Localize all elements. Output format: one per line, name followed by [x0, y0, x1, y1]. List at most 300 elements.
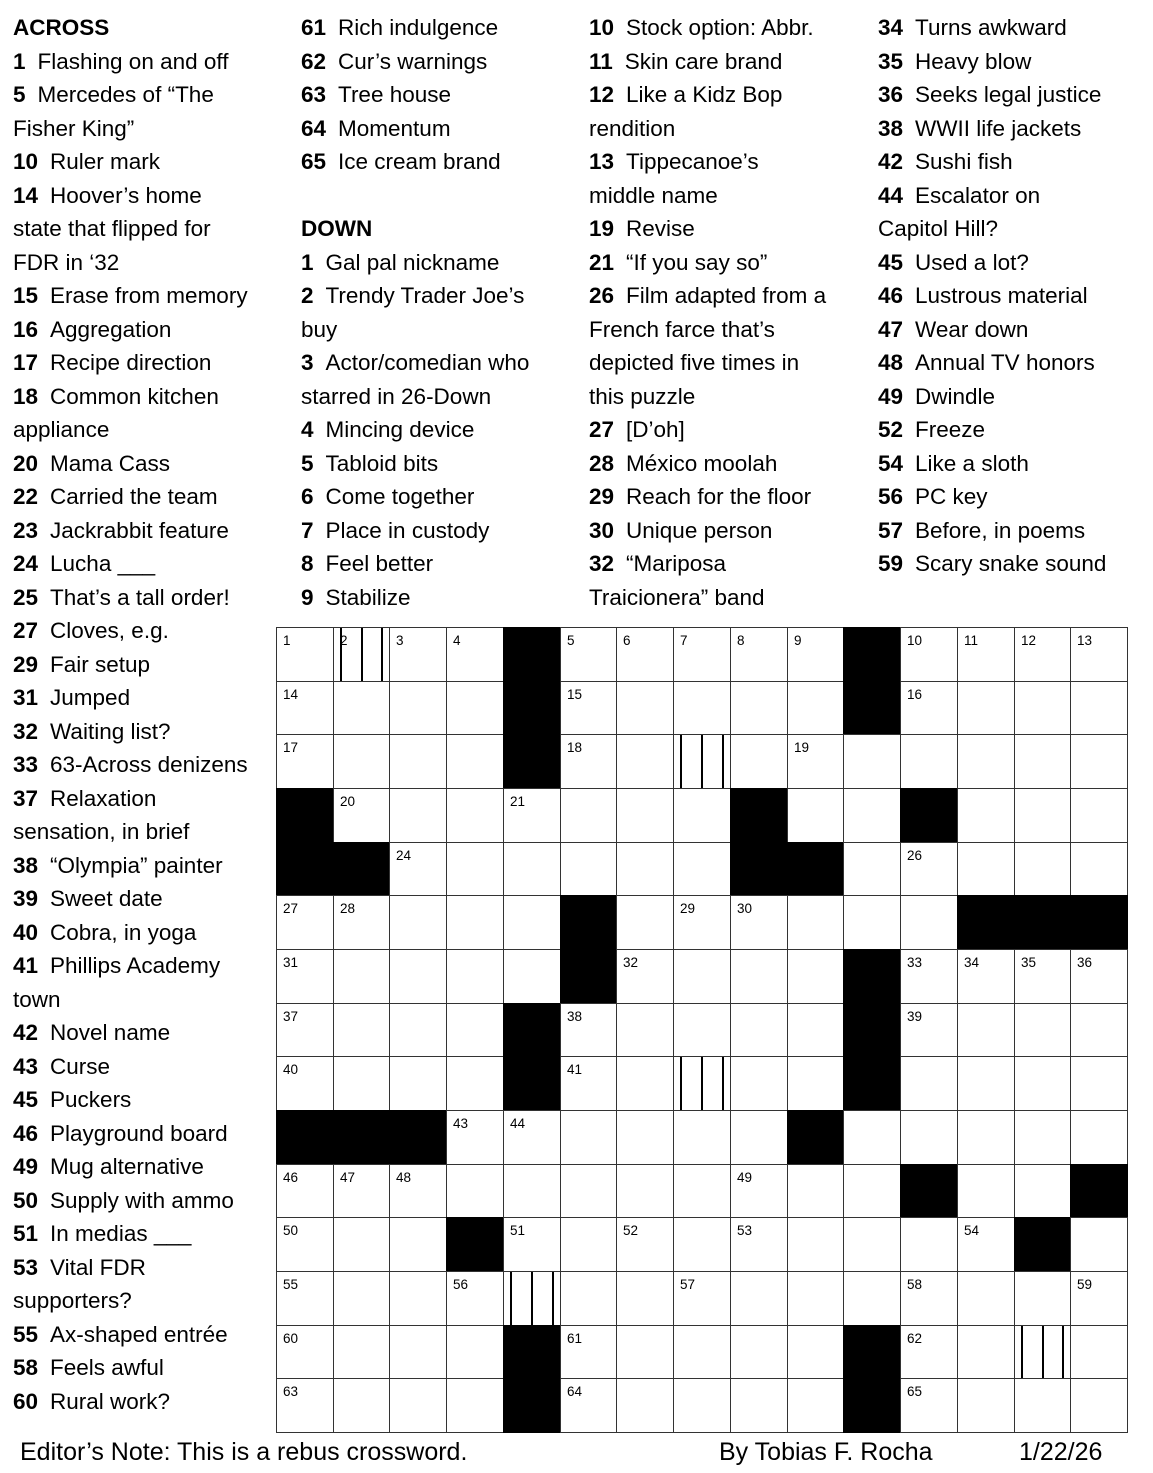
grid-cell[interactable] — [1070, 949, 1128, 1004]
grid-cell[interactable] — [673, 842, 731, 896]
grid-cell[interactable] — [1014, 1271, 1071, 1326]
grid-cell[interactable] — [787, 1056, 844, 1111]
clue-text: Cobra, in yoga — [50, 919, 197, 945]
grid-cell[interactable] — [1014, 1325, 1071, 1379]
grid-cell[interactable] — [389, 1325, 447, 1379]
grid-cell[interactable] — [843, 1110, 901, 1165]
clue-text: Feel better — [325, 551, 434, 576]
cell-number: 29 — [680, 901, 696, 916]
clue-text: Scary snake sound — [915, 551, 1107, 576]
grid-cell[interactable] — [503, 842, 561, 896]
grid-cell[interactable] — [1070, 734, 1128, 789]
grid-cell[interactable] — [900, 842, 958, 896]
grid-cell[interactable] — [503, 949, 561, 1004]
grid-cell[interactable] — [560, 1325, 617, 1379]
cell-number: 36 — [1077, 955, 1093, 970]
grid-cell[interactable] — [276, 1271, 334, 1326]
grid-cell[interactable] — [333, 1325, 390, 1379]
grid-cell[interactable] — [900, 949, 958, 1004]
grid-cell[interactable] — [389, 895, 447, 950]
grid-cell[interactable] — [333, 788, 390, 843]
clue-continuation: Capitol Hill? — [878, 216, 999, 241]
cell-number: 21 — [510, 794, 526, 809]
grid-cell[interactable] — [730, 949, 788, 1004]
grid-cell[interactable] — [616, 1164, 674, 1218]
grid-cell[interactable] — [957, 1164, 1015, 1218]
grid-cell[interactable] — [1070, 1003, 1128, 1057]
grid-cell[interactable] — [616, 1325, 674, 1379]
clue-text: Annual TV honors — [915, 350, 1095, 375]
grid-cell[interactable] — [843, 842, 901, 896]
grid-cell[interactable] — [616, 788, 674, 843]
clue — [301, 279, 571, 313]
grid-cell[interactable] — [900, 1217, 958, 1272]
clue-text: Phillips Academy — [50, 953, 221, 978]
grid-cell[interactable] — [900, 1325, 958, 1379]
clue-number: 22 — [13, 484, 39, 509]
grid-cell[interactable] — [446, 734, 504, 789]
clue-number: 52 — [878, 417, 904, 442]
clue-number: 35 — [878, 48, 904, 74]
clue-text: Waiting list? — [50, 718, 171, 744]
grid-cell[interactable] — [333, 895, 390, 950]
grid-cell[interactable] — [1014, 842, 1071, 896]
clue — [878, 179, 1148, 213]
grid-cell[interactable] — [1014, 1056, 1071, 1111]
grid-cell[interactable] — [1070, 681, 1128, 735]
grid-cell[interactable] — [787, 734, 844, 789]
grid-cell[interactable] — [276, 681, 334, 735]
rebus-bar — [680, 735, 682, 788]
black-square — [843, 949, 901, 1004]
clue-text: Rich indulgence — [338, 15, 499, 40]
grid-cell[interactable] — [446, 1164, 504, 1218]
clue — [13, 614, 278, 648]
grid-cell[interactable] — [787, 788, 844, 843]
clue-text: That’s a tall order! — [50, 584, 230, 610]
cell-number: 20 — [340, 794, 356, 809]
grid-cell[interactable] — [843, 1164, 901, 1218]
grid-cell[interactable] — [1014, 949, 1071, 1004]
clue-number: 38 — [13, 852, 39, 878]
grid-cell[interactable] — [276, 1164, 334, 1218]
black-square — [843, 627, 901, 682]
cell-number: 32 — [623, 955, 639, 970]
clue-text: Novel name — [50, 1020, 171, 1045]
clue — [301, 11, 571, 45]
grid-cell[interactable] — [503, 788, 561, 843]
grid-cell[interactable] — [1014, 1003, 1071, 1057]
clue-number: 23 — [13, 517, 39, 543]
clue-number: 4 — [301, 417, 314, 442]
grid-cell[interactable] — [389, 1056, 447, 1111]
grid-cell[interactable] — [560, 1110, 617, 1165]
grid-cell[interactable] — [446, 681, 504, 735]
grid-cell[interactable] — [333, 949, 390, 1004]
grid-cell[interactable] — [673, 681, 731, 735]
rebus-bar — [510, 1272, 512, 1325]
cell-number: 62 — [907, 1331, 923, 1346]
grid-cell[interactable] — [333, 1217, 390, 1272]
grid-cell[interactable] — [446, 788, 504, 843]
clue — [13, 447, 278, 481]
grid-cell[interactable] — [1070, 1217, 1128, 1272]
grid-cell[interactable] — [616, 627, 674, 682]
grid-cell[interactable] — [787, 1271, 844, 1326]
grid-cell[interactable] — [843, 1217, 901, 1272]
cell-number: 10 — [907, 633, 923, 648]
clue-continuation: middle name — [589, 182, 718, 208]
grid-cell[interactable] — [276, 895, 334, 950]
grid-cell[interactable] — [957, 1056, 1015, 1111]
clue-number: 9 — [301, 584, 314, 610]
grid-cell[interactable] — [616, 734, 674, 789]
grid-cell[interactable] — [503, 1271, 561, 1326]
grid-cell[interactable] — [843, 1271, 901, 1326]
clue-text: Sweet date — [50, 886, 163, 911]
grid-cell[interactable] — [730, 1056, 788, 1111]
rebus-bar — [701, 735, 703, 788]
clue-number: 58 — [13, 1355, 39, 1380]
grid-cell[interactable] — [560, 734, 617, 789]
grid-cell[interactable] — [560, 788, 617, 843]
grid-cell[interactable] — [560, 1217, 617, 1272]
grid-cell[interactable] — [957, 842, 1015, 896]
clue-number: 6 — [301, 484, 314, 509]
grid-cell[interactable] — [1014, 1110, 1071, 1165]
cell-number: 46 — [283, 1170, 299, 1185]
grid-cell[interactable] — [900, 734, 958, 789]
clue-text: Trendy Trader Joe’s — [325, 283, 525, 308]
grid-cell[interactable] — [730, 1325, 788, 1379]
grid-cell[interactable] — [560, 1056, 617, 1111]
clue — [589, 11, 859, 45]
clue — [878, 413, 1148, 447]
grid-cell[interactable] — [730, 627, 788, 682]
clue-number: 33 — [13, 752, 39, 777]
grid-cell[interactable] — [616, 1110, 674, 1165]
grid-cell[interactable] — [616, 681, 674, 735]
grid-cell[interactable] — [673, 734, 731, 789]
grid-cell[interactable] — [446, 1056, 504, 1111]
clue — [13, 648, 278, 682]
grid-cell[interactable] — [446, 1110, 504, 1165]
rebus-bar — [1062, 1326, 1064, 1378]
clue-text: Place in custody — [325, 517, 490, 543]
grid-cell[interactable] — [730, 1110, 788, 1165]
grid-cell[interactable] — [900, 1271, 958, 1326]
clue-number: 5 — [13, 82, 26, 107]
grid-cell[interactable] — [446, 627, 504, 682]
cell-number: 55 — [283, 1277, 299, 1292]
clue-number: 13 — [589, 149, 615, 174]
clue-text: Unique person — [626, 517, 773, 543]
grid-cell[interactable] — [276, 1217, 334, 1272]
grid-cell[interactable] — [333, 734, 390, 789]
grid-cell[interactable] — [616, 1056, 674, 1111]
grid-cell[interactable] — [389, 1003, 447, 1057]
grid-cell[interactable] — [787, 1003, 844, 1057]
grid-cell[interactable] — [560, 681, 617, 735]
grid-cell[interactable] — [1014, 1164, 1071, 1218]
grid-cell[interactable] — [957, 788, 1015, 843]
grid-cell[interactable] — [843, 734, 901, 789]
grid-cell[interactable] — [616, 1217, 674, 1272]
clue-number: 14 — [13, 182, 39, 208]
grid-cell[interactable] — [1070, 1325, 1128, 1379]
grid-cell[interactable] — [1014, 627, 1071, 682]
grid-cell[interactable] — [957, 1110, 1015, 1165]
grid-cell[interactable] — [503, 1110, 561, 1165]
grid-cell[interactable] — [787, 681, 844, 735]
grid-cell[interactable] — [673, 788, 731, 843]
grid-cell[interactable] — [333, 1056, 390, 1111]
black-square — [1014, 1217, 1071, 1272]
grid-cell[interactable] — [560, 1003, 617, 1057]
grid-cell[interactable] — [276, 627, 334, 682]
grid-cell[interactable] — [787, 1164, 844, 1218]
grid-cell[interactable] — [389, 734, 447, 789]
clue-text: Common kitchen — [50, 383, 219, 409]
grid-cell[interactable] — [900, 1378, 958, 1433]
black-square — [276, 842, 334, 896]
grid-cell[interactable] — [1014, 1378, 1071, 1433]
clue — [589, 145, 859, 179]
grid-cell[interactable] — [389, 1271, 447, 1326]
grid-cell[interactable] — [446, 1271, 504, 1326]
rebus-marker — [1021, 1326, 1064, 1378]
grid-cell[interactable] — [389, 681, 447, 735]
grid-cell[interactable] — [900, 1056, 958, 1111]
grid-cell[interactable] — [900, 1003, 958, 1057]
grid-cell[interactable] — [389, 842, 447, 896]
grid-cell[interactable] — [843, 895, 901, 950]
cell-number: 5 — [567, 633, 575, 648]
grid-cell[interactable] — [900, 1110, 958, 1165]
grid-cell[interactable] — [730, 734, 788, 789]
grid-cell[interactable] — [389, 1378, 447, 1433]
black-square — [843, 1056, 901, 1111]
grid-cell[interactable] — [333, 627, 390, 682]
grid-cell[interactable] — [787, 627, 844, 682]
grid-cell[interactable] — [787, 895, 844, 950]
grid-cell[interactable] — [446, 1325, 504, 1379]
grid-cell[interactable] — [673, 1378, 731, 1433]
grid-cell[interactable] — [446, 1378, 504, 1433]
grid-cell[interactable] — [276, 949, 334, 1004]
grid-cell[interactable] — [673, 1325, 731, 1379]
grid-cell[interactable] — [957, 1325, 1015, 1379]
cell-number: 24 — [396, 848, 412, 863]
grid-cell[interactable] — [616, 1271, 674, 1326]
grid-cell[interactable] — [389, 1164, 447, 1218]
grid-cell[interactable] — [730, 895, 788, 950]
grid-cell[interactable] — [1014, 788, 1071, 843]
grid-cell[interactable] — [446, 949, 504, 1004]
grid-cell[interactable] — [730, 1378, 788, 1433]
clue-text: Wear down — [915, 316, 1029, 342]
black-square — [276, 1110, 334, 1165]
clue-text: Tree house — [338, 82, 452, 107]
clue-number: 17 — [13, 350, 39, 375]
grid-cell[interactable] — [333, 1271, 390, 1326]
clue-number: 46 — [878, 283, 904, 308]
grid-cell[interactable] — [957, 681, 1015, 735]
cell-number: 65 — [907, 1384, 923, 1399]
grid-cell[interactable] — [957, 627, 1015, 682]
grid-cell[interactable] — [503, 895, 561, 950]
grid-cell[interactable] — [333, 1003, 390, 1057]
grid-cell[interactable] — [787, 949, 844, 1004]
cell-number: 33 — [907, 955, 923, 970]
grid-cell[interactable] — [673, 1271, 731, 1326]
black-square — [333, 842, 390, 896]
clue-number: 49 — [13, 1154, 39, 1179]
grid-cell[interactable] — [787, 1378, 844, 1433]
black-square — [1014, 895, 1071, 950]
cell-number: 47 — [340, 1170, 356, 1185]
grid-cell[interactable] — [276, 1003, 334, 1057]
clue-text: Stock option: Abbr. — [626, 15, 814, 40]
black-square — [787, 842, 844, 896]
grid-cell[interactable] — [560, 627, 617, 682]
grid-cell[interactable] — [730, 1164, 788, 1218]
grid-cell[interactable] — [616, 895, 674, 950]
cell-number: 26 — [907, 848, 923, 863]
clue-number: 11 — [589, 48, 613, 74]
grid-cell[interactable] — [560, 1271, 617, 1326]
grid-cell[interactable] — [389, 949, 447, 1004]
grid-cell[interactable] — [957, 734, 1015, 789]
clue-text: Cur’s warnings — [338, 48, 488, 74]
clue-text: Tabloid bits — [325, 450, 439, 476]
grid-cell[interactable] — [673, 1217, 731, 1272]
grid-cell[interactable] — [276, 734, 334, 789]
grid-cell[interactable] — [673, 1110, 731, 1165]
grid-cell[interactable] — [1070, 788, 1128, 843]
cell-number: 30 — [737, 901, 753, 916]
grid-cell[interactable] — [616, 1378, 674, 1433]
grid-cell[interactable] — [730, 681, 788, 735]
grid-cell[interactable] — [446, 1003, 504, 1057]
clue-number: 63 — [301, 82, 327, 107]
grid-cell[interactable] — [673, 1056, 731, 1111]
grid-cell[interactable] — [730, 1003, 788, 1057]
grid-cell[interactable] — [560, 842, 617, 896]
grid-cell[interactable] — [957, 1378, 1015, 1433]
clue-number: 48 — [878, 350, 904, 375]
clue-text: Ice cream brand — [338, 149, 501, 174]
grid-cell[interactable] — [787, 1325, 844, 1379]
grid-cell[interactable] — [503, 1164, 561, 1218]
grid-cell[interactable] — [389, 788, 447, 843]
clue-number: 29 — [589, 484, 615, 509]
grid-cell[interactable] — [1070, 1378, 1128, 1433]
clue-number: 2 — [301, 283, 314, 308]
clue — [13, 1083, 278, 1117]
clue-text: Seeks legal justice — [915, 82, 1102, 107]
grid-cell[interactable] — [276, 1325, 334, 1379]
clue-number: 38 — [878, 115, 904, 141]
clue-text: WWII life jackets — [915, 115, 1082, 141]
grid-cell[interactable] — [673, 949, 731, 1004]
grid-cell[interactable] — [900, 627, 958, 682]
grid-cell[interactable] — [333, 1164, 390, 1218]
grid-cell[interactable] — [276, 1378, 334, 1433]
grid-cell[interactable] — [276, 1056, 334, 1111]
grid-cell[interactable] — [730, 1217, 788, 1272]
grid-cell[interactable] — [1070, 1110, 1128, 1165]
clue-number: 37 — [13, 785, 39, 811]
grid-cell[interactable] — [446, 842, 504, 896]
grid-cell[interactable] — [957, 1271, 1015, 1326]
grid-cell[interactable] — [957, 1003, 1015, 1057]
grid-cell[interactable] — [1070, 627, 1128, 682]
cell-number: 4 — [453, 633, 461, 648]
rebus-marker — [680, 1057, 724, 1110]
grid-cell[interactable] — [1014, 734, 1071, 789]
grid-cell[interactable] — [389, 627, 447, 682]
grid-cell[interactable] — [957, 1217, 1015, 1272]
clue-text: “If you say so” — [626, 249, 768, 275]
grid-cell[interactable] — [389, 1217, 447, 1272]
grid-cell[interactable] — [616, 1003, 674, 1057]
grid-cell[interactable] — [1070, 1056, 1128, 1111]
grid-cell[interactable] — [900, 895, 958, 950]
grid-cell[interactable] — [843, 788, 901, 843]
grid-cell[interactable] — [1014, 681, 1071, 735]
grid-cell[interactable] — [333, 681, 390, 735]
cell-number: 7 — [680, 633, 688, 648]
clue-text: Come together — [325, 484, 475, 509]
clue-number: 18 — [13, 383, 39, 409]
grid-cell[interactable] — [560, 1164, 617, 1218]
rebus-bar — [552, 1272, 554, 1325]
clue-number: 28 — [589, 450, 615, 476]
grid-cell[interactable] — [673, 895, 731, 950]
rebus-bar — [680, 1057, 682, 1110]
black-square — [900, 1164, 958, 1218]
clue-text: Cloves, e.g. — [50, 618, 169, 643]
grid-cell[interactable] — [560, 1378, 617, 1433]
clue — [301, 78, 571, 112]
grid-cell[interactable] — [787, 1217, 844, 1272]
cell-number: 37 — [283, 1009, 299, 1024]
grid-cell[interactable] — [1070, 842, 1128, 896]
clue-text: [D’oh] — [626, 417, 685, 442]
grid-cell[interactable] — [673, 1164, 731, 1218]
clue-number: 56 — [878, 484, 904, 509]
section-header: ACROSS — [13, 15, 110, 40]
grid-cell[interactable] — [1070, 1271, 1128, 1326]
grid-cell[interactable] — [616, 949, 674, 1004]
clue — [878, 514, 1148, 548]
grid-cell[interactable] — [957, 949, 1015, 1004]
grid-cell[interactable] — [673, 627, 731, 682]
grid-cell[interactable] — [333, 1378, 390, 1433]
grid-cell[interactable] — [503, 1217, 561, 1272]
grid-cell[interactable] — [673, 1003, 731, 1057]
clue — [878, 547, 1148, 581]
grid-cell[interactable] — [730, 1271, 788, 1326]
grid-cell[interactable] — [446, 895, 504, 950]
grid-cell[interactable] — [616, 842, 674, 896]
black-square — [843, 1325, 901, 1379]
rebus-bar — [381, 628, 383, 681]
clue — [878, 11, 1148, 45]
clue-number: 7 — [301, 517, 314, 543]
grid-cell[interactable] — [900, 681, 958, 735]
